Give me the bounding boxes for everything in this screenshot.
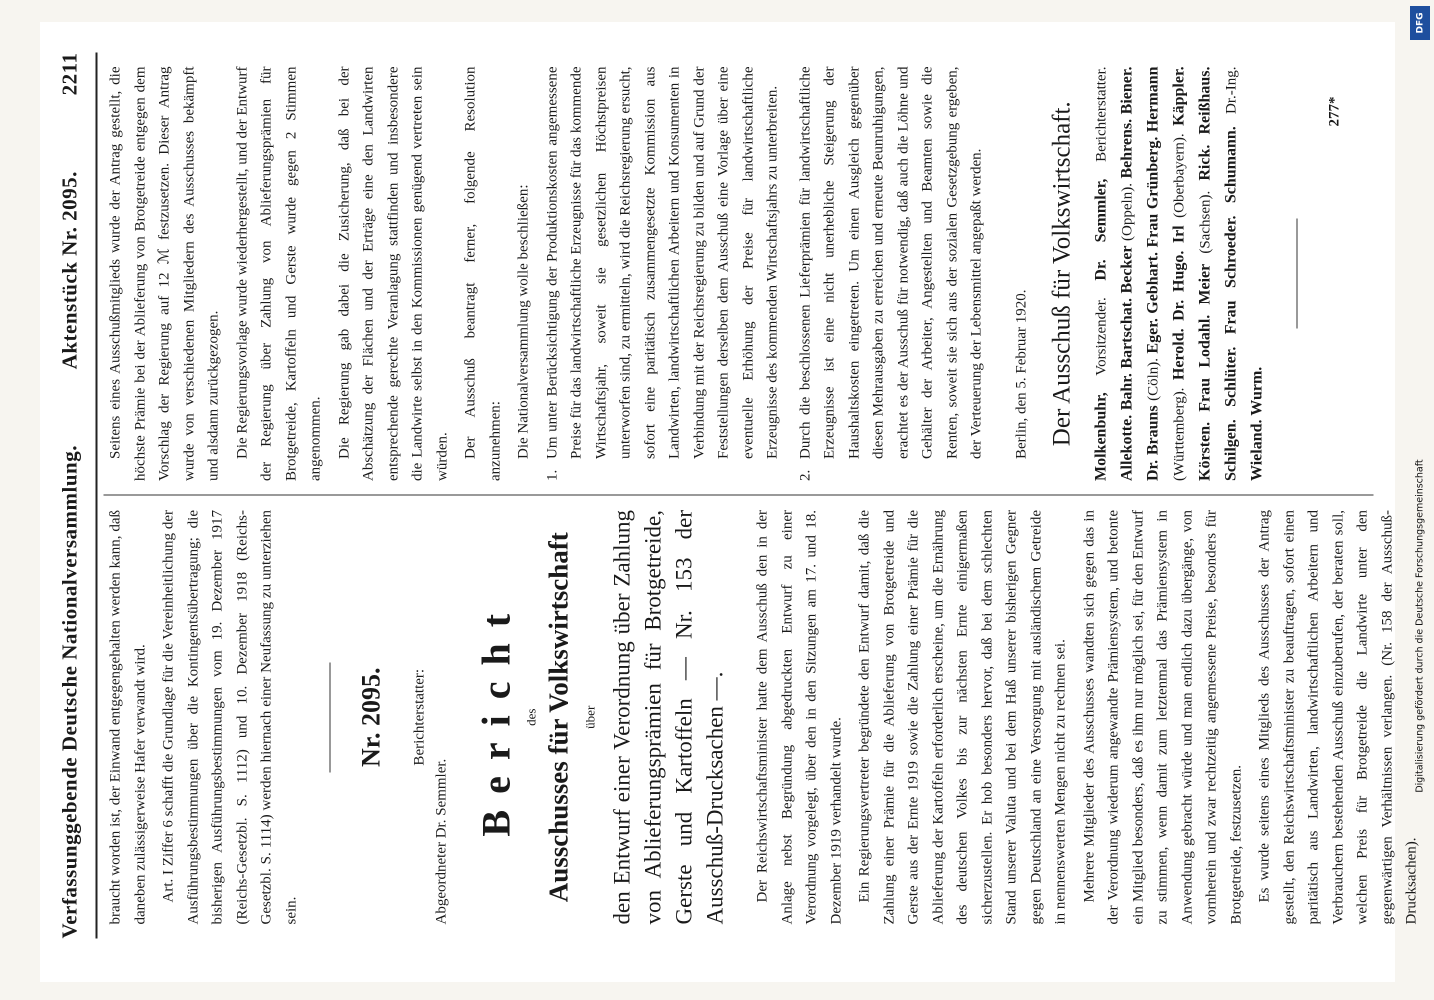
member: Dr. Brauns bbox=[1144, 405, 1161, 481]
report-title: Bericht bbox=[473, 597, 519, 837]
report-subject: den Entwurf einer Verordnung über Zahlung von Ablieferungsprämien für Brotgetreide, Gerste und Kartoffeln — Nr. 153 der Ausschuß-Drucksachen —. bbox=[609, 510, 728, 925]
member: Behrens. bbox=[1118, 118, 1135, 179]
member: Molkenbuhr, bbox=[1092, 392, 1109, 481]
place-date: Berlin, den 5. Februar 1920. bbox=[1013, 289, 1029, 459]
resolution-item bbox=[793, 67, 993, 482]
item-text: Um unter Berücksichtigung der Produktionskosten angemessene Preise für das landwirtschaftliche Erzeugnisse für das kommende Wirtschaftsjahr, soweit sie gesetzlichen Höchstpreisen unterworfen sind, zu ermitteln, wird die Reichsregierung ersucht, sofort eine paritätisch zusammengesetzte Kommission aus Landwirten, landwirtschaftlichen Arbeitern und Konsumenten in Verbindung mit der Reichsregierung zu bilden und auf Grund der Feststellungen derselben dem Ausschuß eine Vorlage über eine eventuelle Erhöhung der Preise für landwirtschaftliche Erzeugnisse des kommenden Wirtschaftsjahrs zu unterbreiten. bbox=[544, 66, 781, 459]
paragraph: Der Reichswirtschaftsminister hatte dem Ausschuß den in der Anlage nebst Begründung abgedruckten Entwurf zu einer Verordnung vorgelegt, über den in den Sitzungen am 17. und 18. Dezember 1919 verhandelt wurde. bbox=[754, 510, 844, 925]
member: Frau Schroeder. bbox=[1222, 215, 1239, 335]
running-header bbox=[58, 53, 98, 939]
paragraph: Der Ausschuß beantragt ferner, folgende Resolution anzunehmen: bbox=[462, 66, 503, 481]
header-page-number: 2211 bbox=[57, 52, 82, 96]
member: Dr. Hugo. bbox=[1170, 250, 1187, 321]
member-place: (Sachsen). bbox=[1197, 190, 1213, 254]
item-text: Durch die beschlossenen Lieferprämien für landwirtschaftliche Erzeugnisse ist eine nicht unerhebliche Steigerung der Haushaltskosten eingetreten. Um einen Ausgleich gegenüber diesen Mehrausgaben zu erreichen und erneute Beunruhigungen, erachtet es der Ausschuß für notwendig, daß auch die Löhne und Gehälter der Arbeiter, Angestellten und Beamten sowie die Renten, soweit sie sich aus der sozialen Gesetzgebung ergeben, der Verteuerung der Lebensmittel angepaßt werden. bbox=[797, 66, 985, 459]
header-center: Aktenstück Nr. 2095. bbox=[57, 171, 82, 370]
member: Reißhaus. bbox=[1196, 66, 1213, 135]
paragraph: Mehrere Mitglieder des Ausschusses wandten sich gegen das in der Verordnung wiederum angewandte Prämiensystem, und betonte ein Mitglied besonders, daß es ihm nur möglich sei, für den Entwurf zu stimmen, wenn damit zum letztenmal das Prämiensystem in Anwendung gebracht würde und man endlich dazu übergänge, von vornherein und zwar rechtzeitig angemessene Preise, besonders für Brotgetreide, festzusetzen. bbox=[1081, 510, 1244, 925]
committee-members bbox=[1088, 67, 1270, 482]
paragraph: Die Regierungsvorlage wurde wiederhergestellt, und der Entwurf der Regierung über Zahlung von Ablieferungsprämien für Brotgetreide, Kartoffeln und Gerste wurde gegen 2 Stimmen angenommen. bbox=[234, 66, 324, 481]
member-place: (Württemberg). bbox=[1171, 387, 1187, 481]
column-right bbox=[104, 53, 1374, 497]
digitization-sidebar bbox=[1408, 6, 1432, 996]
member: Schlüter. bbox=[1222, 346, 1239, 407]
member-place: (Oppeln). bbox=[1119, 183, 1135, 241]
member-title: Dr.-Ing. bbox=[1223, 66, 1239, 114]
rapporteur-label: Berichterstatter: bbox=[411, 668, 428, 766]
signature-title: Der Ausschuß für Volkswirtschaft. bbox=[1048, 101, 1075, 447]
report-des: des bbox=[523, 708, 539, 726]
paragraph: Art. I Ziffer 6 schafft die Grundlage für die Vereinheitlichung der Ausführungsbestimmungen über die Kontingentsübertragung; die bisherigen Ausführungsbestimmungen vom 19. Dezember 1917 (Reichs-Gesetzbl. S. 1112) und 10. Dezember 1918 (Reichs-Gesetzbl. S. 1114) werden hiernach einer Neufassung zu unterziehen sein. bbox=[160, 510, 299, 925]
member: Becker bbox=[1118, 245, 1135, 294]
item-number: 1. bbox=[544, 469, 560, 481]
member: Frau Lodahl. bbox=[1196, 314, 1213, 412]
resolution-item bbox=[540, 67, 789, 482]
funding-credit: Digitalisierung gefördert durch die Deutsche Forschungsgemeinschaft bbox=[1414, 459, 1426, 793]
member: Wieland. bbox=[1248, 419, 1265, 481]
paragraph: Ein Regierungsvertreter begründete den Entwurf damit, daß die Zahlung einer Prämie für die Ablieferung von Brotgetreide und Gerste aus der Ernte 1919 sowie die Zahlung einer Prämie für die Ablieferung der Kartoffeln erforderlich erscheine, um die Ernährung des deutschen Volkes bis zur nächsten Ernte einigermaßen sicherzustellen. Er hob besonders hervor, daß bei dem schlechten Stand unserer Valuta und bei dem Haß unserer bisherigen Gegner gegen Deutschland an eine Versorgung mit ausländischem Getreide in nennenswerten Mengen nicht zu rechnen sei. bbox=[856, 510, 1069, 925]
member: Frau Grünberg. bbox=[1144, 136, 1161, 248]
member: Schumann. bbox=[1222, 126, 1239, 204]
member: Schilgen. bbox=[1222, 419, 1239, 481]
member: Rick. bbox=[1196, 144, 1213, 181]
dfg-logo: DFG bbox=[1410, 6, 1430, 40]
member: Wurm. bbox=[1248, 366, 1265, 416]
member: Meier bbox=[1196, 263, 1213, 305]
member: Hermann bbox=[1144, 66, 1161, 133]
paragraph: Seitens eines Ausschußmitglieds wurde der Antrag gestellt, die höchste Prämie bei der Ablieferung von Brotgetreide entgegen dem Vorschlag der Regierung auf 12 ℳ festzusetzen. Dieser Antrag wurde von verschiedenen Mitgliedern des Ausschusses bekämpft und alsdann zurückgezogen. bbox=[107, 66, 222, 481]
paragraph: Die Nationalversammlung wolle beschließen: bbox=[515, 184, 532, 459]
member: Biener. bbox=[1118, 66, 1135, 115]
column-left bbox=[104, 496, 1420, 939]
rapporteur-name: Abgeordneter Dr. Semmler. bbox=[433, 758, 450, 925]
member-role: Vorsitzender. bbox=[1093, 297, 1109, 376]
divider bbox=[1296, 219, 1297, 329]
committee-title: Ausschusses für Volkswirtschaft bbox=[543, 532, 574, 903]
header-left: Verfassunggebende Deutsche Nationalversammlung. bbox=[57, 445, 82, 939]
member: Körsten. bbox=[1196, 421, 1213, 481]
paragraph: Es wurde seitens eines Mitglieds des Ausschusses der Antrag gestellt, den Reichswirtschaftsminister zu beauftragen, sofort einen paritätisch aus Landwirten, landwirtschaftlichen Arbeitern und Verbrauchern bestehenden Ausschuß einzuberufen, der beraten soll, welchen Preis für Brotgetreide die Landwirte unter den gegenwärtigen Verhältnissen verlangen. (Nr. 158 der Ausschuß-Drucksachen). bbox=[1256, 510, 1420, 925]
member-place: (Oberbayern). bbox=[1171, 133, 1187, 218]
member: Allekotte. bbox=[1118, 414, 1135, 481]
paragraph: Die Regierung gab dabei die Zusicherung, daß bei der Abschätzung der Flächen und der Erträge eine den Landwirten entsprechende gerechte Veranlagung stattfinden und insbesondere die Landwirte selbst in den Kommissionen genügend vertreten sein würden. bbox=[336, 66, 450, 481]
member: Käppler. bbox=[1170, 66, 1187, 126]
member: Bahr. bbox=[1118, 373, 1135, 411]
document-number: Nr. 2095. bbox=[356, 667, 386, 767]
member: Herold. bbox=[1170, 328, 1187, 381]
page-reference: 277* bbox=[1326, 96, 1342, 127]
member: Irl bbox=[1170, 225, 1187, 244]
item-number: 2. bbox=[797, 469, 813, 481]
member-place: (Cöln). bbox=[1145, 358, 1161, 401]
member-role: Berichterstatter. bbox=[1093, 66, 1109, 162]
member: Eger. bbox=[1144, 318, 1161, 354]
member: Gebhart. bbox=[1144, 251, 1161, 314]
paragraph: braucht worden ist, der Einwand entgegengehalten werden kann, daß daneben zulässigerweise Hafer verwandt wird. bbox=[107, 510, 148, 925]
member: Bartschat. bbox=[1118, 297, 1135, 369]
report-ueber: über bbox=[582, 705, 598, 729]
divider bbox=[330, 662, 331, 772]
member: Dr. Semmler, bbox=[1092, 178, 1109, 281]
